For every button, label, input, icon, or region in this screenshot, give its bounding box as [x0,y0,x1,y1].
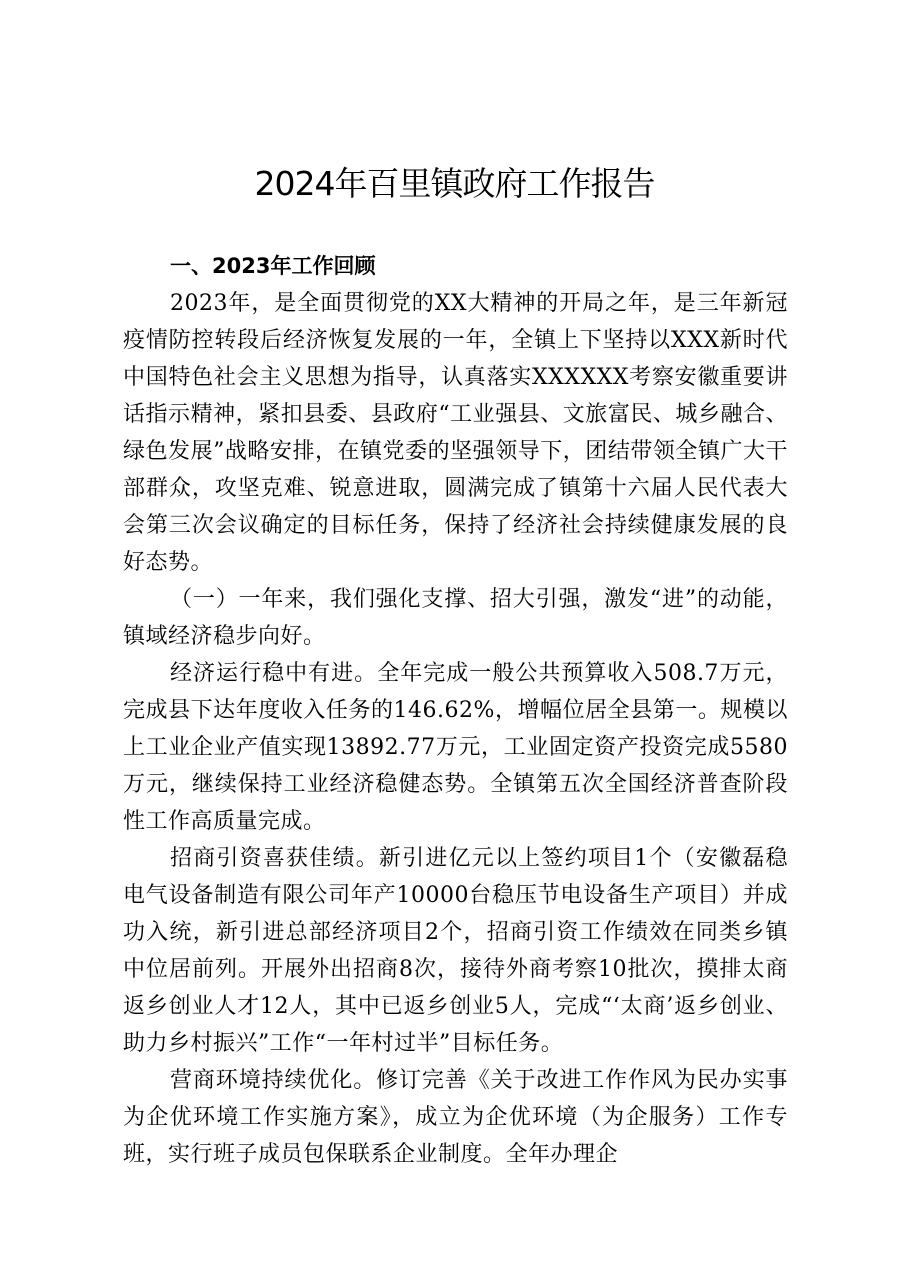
document-body [123,248,788,1173]
paragraph-investment: 招商引资喜获佳绩。新引进亿元以上签约项目1个（安徽磊稳电气设备制造有限公司年产10000台稳压节电设备生产项目）并成功入统，新引进总部经济项目2个，招商引资工作绩效在同类乡镇中位居前列。开展外出招商8次，接待外商考察10批次，摸排太商返乡创业人才12人，其中已返乡创业5人，完成“‘太商’返乡创业、助力乡村振兴”工作“一年村过半”目标任务。 [123,846,788,1056]
paragraph-business-environment: 营商环境持续优化。修订完善《关于改进工作作风为民办实事为企优环境工作实施方案》，成立为企优环境（为企服务）工作专班，实行班子成员包保联系企业制度。全年办理企 [123,1068,788,1167]
paragraph-intro: 2023年，是全面贯彻党的XX大精神的开局之年，是三年新冠疫情防控转段后经济恢复发展的一年，全镇上下坚持以XXX新时代中国特色社会主义思想为指导，认真落实XXXXXX考察安徽重要讲话指示精神，紧扣县委、县政府“工业强县、文旅富民、城乡融合、绿色发展”战略安排，在镇党委的坚强领导下，团结带领全镇广大干部群众，攻坚克难、锐意进取，圆满完成了镇第十六届人民代表大会第三次会议确定的目标任务，保持了经济社会持续健康发展的良好态势。 [123,291,788,575]
paragraph-economy: 经济运行稳中有进。全年完成一般公共预算收入508.7万元，完成县下达年度收入任务的146.62%，增幅位居全县第一。规模以上工业企业产值实现13892.77万元，工业固定资产投资完成5580万元，继续保持工业经济稳健态势。全镇第五次全国经济普查阶段性工作高质量完成。 [123,661,788,834]
section-heading: 一、2023年工作回顾 [170,254,376,278]
paragraph-subheading: （一）一年来，我们强化支撑、招大引强，激发“进”的动能，镇域经济稳步向好。 [123,587,788,649]
document-title: 2024年百里镇政府工作报告 [254,164,655,203]
